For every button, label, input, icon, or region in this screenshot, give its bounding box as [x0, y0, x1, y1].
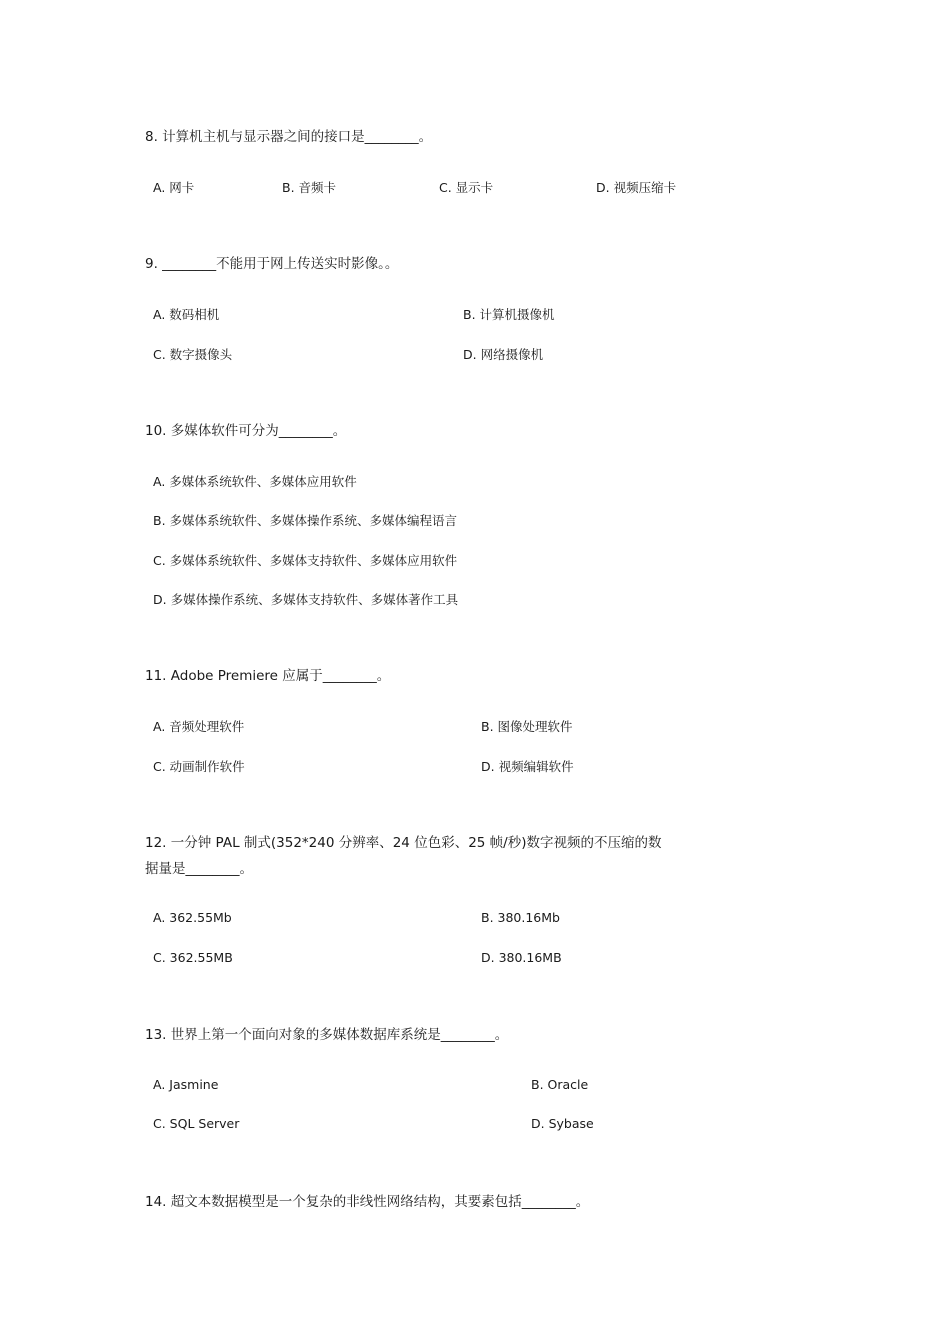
question-11-option-c[interactable]: C. 动画制作软件 — [153, 759, 245, 774]
question-9-option-c[interactable]: C. 数字摄像头 — [153, 347, 233, 362]
question-8-option-c[interactable]: C. 显示卡 — [439, 180, 494, 195]
question-13-stem: 13. 世界上第一个面向对象的多媒体数据库系统是________。 — [145, 1027, 509, 1043]
question-10-option-b[interactable]: B. 多媒体系统软件、多媒体操作系统、多媒体编程语言 — [153, 513, 458, 528]
question-10-stem: 10. 多媒体软件可分为________。 — [145, 423, 347, 439]
question-12-option-b[interactable]: B. 380.16Mb — [481, 910, 560, 925]
question-13-option-b[interactable]: B. Oracle — [531, 1077, 589, 1092]
question-8-option-d[interactable]: D. 视频压缩卡 — [596, 180, 677, 195]
question-10-option-c[interactable]: C. 多媒体系统软件、多媒体支持软件、多媒体应用软件 — [153, 553, 458, 568]
question-12-stem-line-1: 12. 一分钟 PAL 制式(352*240 分辨率、24 位色彩、25 帧/秒)数字视频的不压缩的数 — [145, 835, 662, 851]
question-13-option-c[interactable]: C. SQL Server — [153, 1116, 240, 1131]
question-9-option-d[interactable]: D. 网络摄像机 — [463, 347, 544, 362]
question-11-option-d[interactable]: D. 视频编辑软件 — [481, 759, 574, 774]
question-12-option-c[interactable]: C. 362.55MB — [153, 950, 233, 965]
question-8-stem: 8. 计算机主机与显示器之间的接口是________。 — [145, 129, 433, 145]
question-9-option-b[interactable]: B. 计算机摄像机 — [463, 307, 555, 322]
question-8-option-a[interactable]: A. 网卡 — [153, 180, 195, 195]
question-9-option-a[interactable]: A. 数码相机 — [153, 307, 220, 322]
question-13-option-a[interactable]: A. Jasmine — [153, 1077, 219, 1092]
question-14-stem: 14. 超文本数据模型是一个复杂的非线性网络结构，其要素包括________。 — [145, 1194, 590, 1210]
question-12-stem-line-2: 据量是________。 — [145, 861, 253, 877]
question-11-option-b[interactable]: B. 图像处理软件 — [481, 719, 573, 734]
question-10-option-a[interactable]: A. 多媒体系统软件、多媒体应用软件 — [153, 474, 357, 489]
question-10-option-d[interactable]: D. 多媒体操作系统、多媒体支持软件、多媒体著作工具 — [153, 592, 459, 607]
question-11-stem: 11. Adobe Premiere 应属于________。 — [145, 668, 391, 684]
question-11-option-a[interactable]: A. 音频处理软件 — [153, 719, 245, 734]
question-12-option-d[interactable]: D. 380.16MB — [481, 950, 562, 965]
question-13-option-d[interactable]: D. Sybase — [531, 1116, 594, 1131]
question-9-stem: 9. ________不能用于网上传送实时影像。。 — [145, 256, 399, 272]
question-12-option-a[interactable]: A. 362.55Mb — [153, 910, 232, 925]
question-8-option-b[interactable]: B. 音频卡 — [282, 180, 337, 195]
